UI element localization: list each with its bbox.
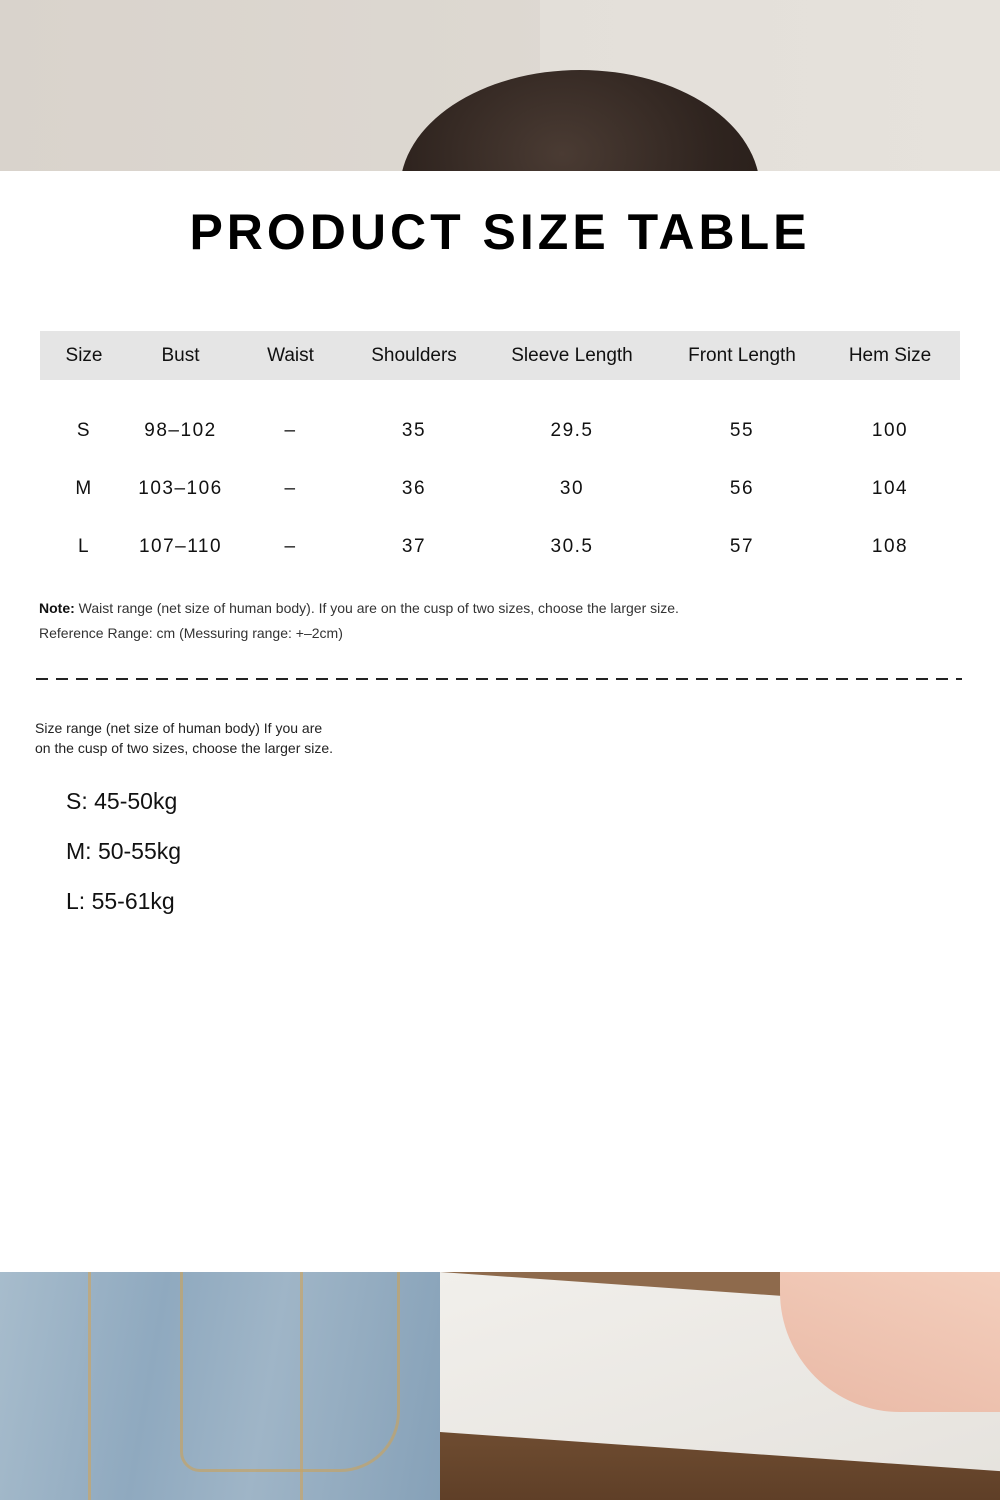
- reference-range: Reference Range: cm (Messuring range: +–2cm): [39, 625, 343, 641]
- jeans-pocket: [180, 1272, 400, 1472]
- cell-front-length: 57: [729, 536, 755, 557]
- weight-item-s: S: 45-50kg: [66, 788, 178, 814]
- cell-hem-size: 108: [871, 536, 909, 557]
- header-front-length: Front Length: [664, 331, 820, 380]
- header-size: Size: [40, 331, 128, 380]
- weight-item-l: L: 55-61kg: [66, 888, 175, 914]
- cell-hem-size: 100: [871, 420, 909, 441]
- size-range-line-1: Size range (net size of human body) If you are: [35, 720, 323, 736]
- cell-size: L: [77, 536, 91, 557]
- bottom-photo: [0, 1272, 1000, 1500]
- size-table: [40, 331, 960, 576]
- cell-waist: –: [284, 420, 297, 441]
- weight-item-m: M: 50-55kg: [66, 838, 182, 864]
- cell-shoulders: 35: [401, 420, 427, 441]
- cell-sleeve-length: 30.5: [550, 536, 594, 557]
- table-row: [40, 402, 960, 460]
- header-bust: Bust: [128, 331, 233, 380]
- size-range-line-2: on the cusp of two sizes, choose the larger size.: [35, 740, 334, 756]
- size-note: [39, 596, 679, 646]
- size-range-note: [35, 718, 375, 758]
- cell-bust: 107–110: [138, 536, 223, 557]
- weight-list: [66, 788, 181, 938]
- note-text: Waist range (net size of human body). If you are on the cusp of two sizes, choose the larger size.: [74, 600, 679, 616]
- cell-size: M: [75, 478, 93, 499]
- cell-sleeve-length: 29.5: [550, 420, 594, 441]
- top-photo: [0, 0, 1000, 171]
- table-header-row: [40, 331, 960, 380]
- header-hem-size: Hem Size: [820, 331, 960, 380]
- cell-front-length: 56: [729, 478, 755, 499]
- cell-bust: 98–102: [144, 420, 217, 441]
- page-title: PRODUCT SIZE TABLE: [189, 204, 811, 260]
- table-row: [40, 518, 960, 576]
- cell-waist: –: [284, 478, 297, 499]
- note-line: [39, 596, 679, 621]
- dashed-divider: [36, 678, 962, 680]
- cell-shoulders: 36: [401, 478, 427, 499]
- cell-size: S: [76, 420, 92, 441]
- cell-bust: 103–106: [138, 478, 223, 499]
- table-spacer: [40, 380, 960, 402]
- header-sleeve-length: Sleeve Length: [480, 331, 664, 380]
- note-label: Note:: [39, 600, 75, 616]
- jeans-seam: [88, 1272, 91, 1500]
- cell-hem-size: 104: [871, 478, 909, 499]
- cell-waist: –: [284, 536, 297, 557]
- table-row: [40, 460, 960, 518]
- header-waist: Waist: [233, 331, 348, 380]
- cell-front-length: 55: [729, 420, 755, 441]
- header-shoulders: Shoulders: [348, 331, 480, 380]
- cell-shoulders: 37: [401, 536, 427, 557]
- cell-sleeve-length: 30: [559, 478, 585, 499]
